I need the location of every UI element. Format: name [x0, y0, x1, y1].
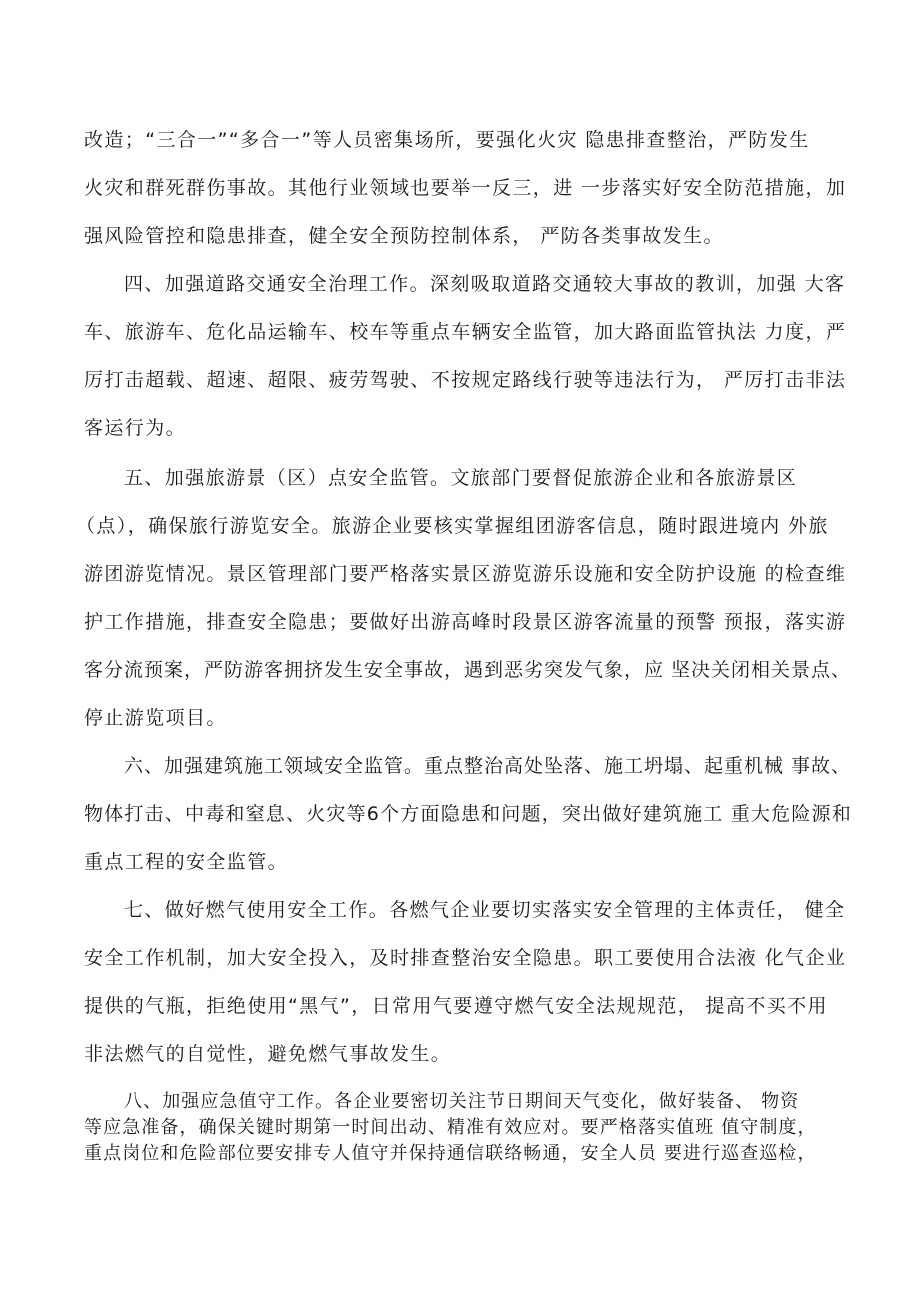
text-line: 厉打击超载、超速、超限、疲劳驾驶、不按规定路线行驶等违法行为， 严厉打击非法: [84, 369, 847, 391]
text-line: 强风险管控和隐患排查，健全安全预防控制体系， 严防各类事故发生。: [84, 225, 724, 247]
text-line: 安全工作机制，加大安全投入，及时排查整治安全隐患。职工要使用合法液 化气企业: [84, 947, 847, 969]
text-line: 提供的气瓶，拒绝使用“黑气”，日常用气要遵守燃气安全法规规范， 提高不买不用: [84, 995, 828, 1017]
text-line: 重点岗位和危险部位要安排专人值守并保持通信联络畅通，安全人员 要进行巡查巡检，: [84, 1143, 817, 1164]
text-line: 物体打击、中毒和窒息、火灾等6个方面隐患和问题，突出做好建筑施工 重大危险源和: [84, 803, 852, 825]
text-line: 停止游览项目。: [84, 707, 227, 729]
text-line: 改造；“三合一”“多合一”等人员密集场所，要强化火灾 隐患排查整治，严防发生: [84, 129, 810, 151]
paragraph-heading-line: 七、做好燃气使用安全工作。各燃气企业要切实落实安全管理的主体责任， 健全: [124, 899, 846, 921]
text-line: 客运行为。: [84, 417, 187, 439]
paragraph-heading-line: 六、加强建筑施工领域安全监管。重点整治高处坠落、施工坍塌、起重机械 事故、: [124, 755, 852, 777]
text-line: 车、旅游车、危化品运输车、校车等重点车辆安全监管，加大路面监管执法 力度，严: [84, 321, 847, 343]
text-line: 重点工程的安全监管。: [84, 851, 289, 873]
text-line: 游团游览情况。景区管理部门要严格落实景区游览游乐设施和安全防护设施 的检查维: [84, 563, 847, 585]
text-line: 护工作措施，排查安全隐患；要做好出游高峰时段景区游客流量的预警 预报，落实游: [84, 611, 847, 633]
text-line: 非法燃气的自觉性，避免燃气事故发生。: [84, 1043, 452, 1065]
paragraph-heading-line: 四、加强道路交通安全治理工作。深刻吸取道路交通较大事故的教训，加强 大客: [124, 273, 846, 295]
paragraph-heading-line: 五、加强旅游景（区）点安全监管。文旅部门要督促旅游企业和各旅游景区: [124, 467, 798, 489]
text-line: 等应急准备，确保关键时期第一时间出动、精准有效应对。要严格落实值班 值守制度，: [84, 1117, 817, 1138]
text-line: 客分流预案，严防游客拥挤发生安全事故，遇到恶劣突发气象，应 坚决关闭相关景点、: [84, 659, 852, 681]
paragraph-heading-line: 八、加强应急值守工作。各企业要密切关注节日期间天气变化，做好装备、 物资: [124, 1091, 800, 1112]
text-line: 火灾和群死群伤事故。其他行业领域也要举一反三，进 一步落实好安全防范措施，加: [84, 177, 847, 199]
text-line: （点），确保旅行游览安全。旅游企业要核实掌握组团游客信息，随时跟进境内 外旅: [76, 515, 829, 537]
